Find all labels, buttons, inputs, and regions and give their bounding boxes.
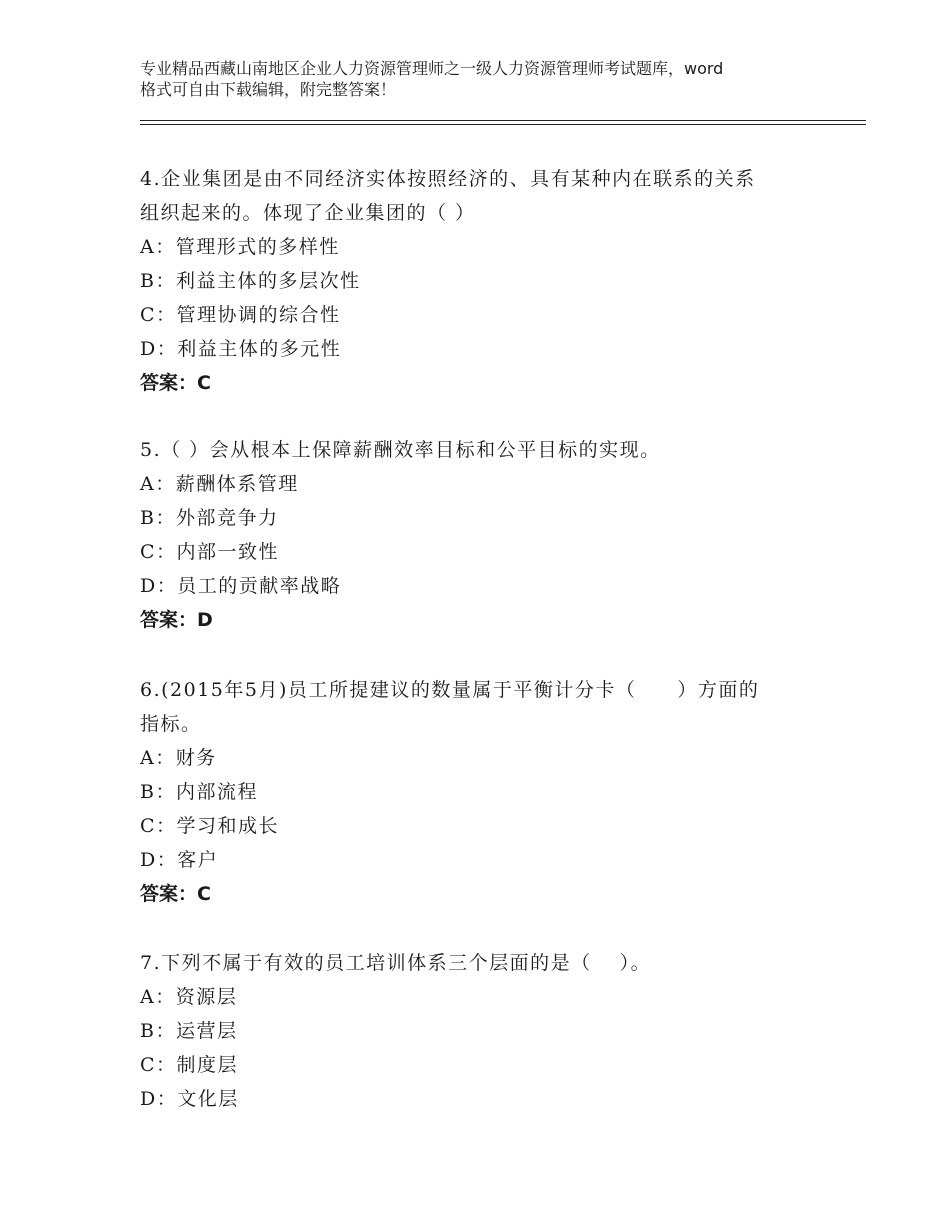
answer: 答案：C [140, 372, 211, 394]
question-stem: 6.(2015年5月)员工所提建议的数量属于平衡计分卡（ ）方面的 [140, 679, 760, 701]
header-line-2: 格式可自由下载编辑，附完整答案！ [140, 80, 397, 99]
option-d: D：客户 [140, 849, 219, 871]
question-stem: 7.下列不属于有效的员工培训体系三个层面的是（ ）。 [140, 952, 652, 974]
question-5 [140, 433, 820, 637]
question-stem: 组织起来的。体现了企业集团的（ ） [140, 202, 476, 224]
option-a: A：资源层 [140, 986, 238, 1008]
question-7 [140, 946, 820, 1116]
option-c: C：管理协调的综合性 [140, 304, 341, 326]
answer: 答案：C [140, 883, 211, 905]
option-b: B：内部流程 [140, 781, 258, 803]
option-d: D：利益主体的多元性 [140, 338, 342, 360]
option-b: B：外部竞争力 [140, 507, 279, 529]
option-c: C：内部一致性 [140, 541, 280, 563]
question-stem: 5.（ ）会从根本上保障薪酬效率目标和公平目标的实现。 [140, 439, 661, 461]
header-divider [140, 120, 866, 125]
header-line-1: 专业精品西藏山南地区企业人力资源管理师之一级人力资源管理师考试题库，word [140, 59, 724, 78]
question-6 [140, 673, 820, 911]
document-header [140, 58, 840, 100]
option-a: A：管理形式的多样性 [140, 236, 340, 258]
question-stem: 指标。 [140, 713, 202, 735]
option-b: B：运营层 [140, 1020, 238, 1042]
option-d: D：文化层 [140, 1088, 239, 1110]
option-a: A：财务 [140, 747, 217, 769]
question-stem: 4.企业集团是由不同经济实体按照经济的、具有某种内在联系的关系 [140, 168, 756, 190]
option-c: C：制度层 [140, 1054, 239, 1076]
option-c: C：学习和成长 [140, 815, 280, 837]
option-b: B：利益主体的多层次性 [140, 270, 361, 292]
question-4 [140, 162, 820, 400]
option-a: A：薪酬体系管理 [140, 473, 299, 495]
option-d: D：员工的贡献率战略 [140, 575, 342, 597]
answer: 答案：D [140, 609, 213, 631]
